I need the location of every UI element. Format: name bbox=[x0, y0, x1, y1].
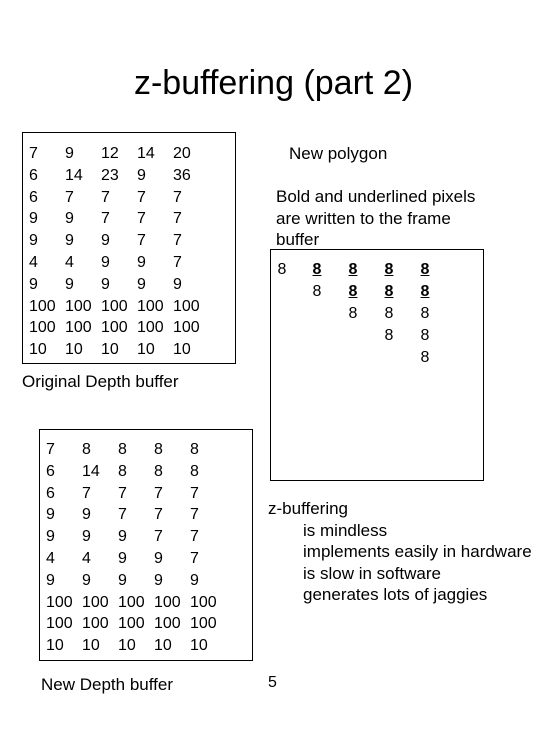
polygon-pixel: 8 bbox=[312, 283, 322, 300]
original_buffer-grid-cell: 9 bbox=[65, 232, 74, 250]
new_buffer-grid-cell: 8 bbox=[190, 462, 199, 480]
new_buffer-grid-cell: 4 bbox=[82, 549, 91, 567]
new_buffer-grid-cell: 10 bbox=[154, 637, 172, 655]
new_buffer-grid-cell: 8 bbox=[118, 462, 127, 480]
new_buffer-grid-cell: 100 bbox=[154, 593, 181, 611]
original_buffer-grid-cell: 100 bbox=[101, 319, 128, 337]
new_buffer-grid-row bbox=[46, 439, 226, 461]
original_buffer-grid-cell: 9 bbox=[65, 145, 74, 162]
new_buffer-grid-cell: 8 bbox=[190, 441, 199, 458]
original_buffer-grid-cell: 23 bbox=[101, 166, 119, 184]
polygon-pixel: 8 bbox=[420, 305, 430, 322]
original_buffer-grid-cell: 20 bbox=[173, 145, 191, 162]
new_buffer-grid-cell: 100 bbox=[46, 593, 73, 611]
original_buffer-grid-cell: 9 bbox=[65, 275, 74, 293]
original_buffer-grid-cell: 9 bbox=[173, 275, 182, 293]
original_buffer-grid-cell: 9 bbox=[101, 253, 110, 271]
original_buffer-grid-cell: 100 bbox=[101, 297, 128, 315]
original_buffer-grid-cell: 9 bbox=[65, 210, 74, 228]
polygon-pixel: 8 bbox=[277, 261, 287, 278]
original_buffer-grid-cell: 7 bbox=[173, 232, 182, 250]
new_buffer-grid-cell: 7 bbox=[154, 506, 163, 524]
original_buffer-grid-cell: 100 bbox=[173, 319, 200, 337]
original_buffer-grid-cell: 9 bbox=[29, 232, 38, 250]
new_buffer-grid-cell: 9 bbox=[46, 571, 55, 589]
new_buffer-grid-row bbox=[46, 613, 226, 635]
new_buffer-grid-cell: 8 bbox=[154, 441, 163, 458]
new_buffer-grid-cell: 7 bbox=[154, 528, 163, 546]
original_buffer-grid-cell: 100 bbox=[137, 319, 164, 337]
new_buffer-grid-cell: 8 bbox=[118, 441, 127, 458]
original-depth-buffer-grid bbox=[29, 143, 209, 361]
original_buffer-grid-cell: 9 bbox=[29, 210, 38, 228]
original_buffer-grid-cell: 12 bbox=[101, 145, 119, 162]
original_buffer-grid-row bbox=[29, 274, 209, 296]
new_buffer-grid-row bbox=[46, 592, 226, 614]
original_buffer-grid-cell: 7 bbox=[101, 210, 110, 228]
original_buffer-grid-row bbox=[29, 296, 209, 318]
original_buffer-grid-cell: 9 bbox=[137, 253, 146, 271]
new_buffer-grid-cell: 10 bbox=[190, 637, 208, 655]
new_buffer-grid-cell: 9 bbox=[82, 528, 91, 546]
new_buffer-grid-cell: 7 bbox=[190, 484, 199, 502]
new_buffer-grid-row bbox=[46, 635, 226, 657]
notes-item: implements easily in hardware bbox=[303, 542, 532, 561]
original_buffer-grid-cell: 7 bbox=[173, 253, 182, 271]
polygon-column bbox=[381, 259, 397, 347]
new_buffer-grid-cell: 9 bbox=[190, 571, 199, 589]
new_buffer-grid-cell: 7 bbox=[154, 484, 163, 502]
new_buffer-grid-cell: 14 bbox=[82, 462, 100, 480]
polygon-pixel: 8 bbox=[420, 349, 430, 366]
original_buffer-grid-row bbox=[29, 252, 209, 274]
bold-pixels-caption bbox=[276, 186, 475, 251]
original_buffer-grid-cell: 14 bbox=[65, 166, 83, 184]
original_buffer-grid-cell: 7 bbox=[137, 188, 146, 206]
written-pixel: 8 bbox=[420, 283, 430, 300]
written-pixel: 8 bbox=[384, 283, 394, 300]
new_buffer-grid-cell: 9 bbox=[46, 506, 55, 524]
new-depth-buffer-caption: New Depth buffer bbox=[41, 675, 173, 694]
original_buffer-grid-cell: 6 bbox=[29, 188, 38, 206]
new_buffer-grid-cell: 100 bbox=[190, 593, 217, 611]
new_buffer-grid-cell: 9 bbox=[118, 571, 127, 589]
original_buffer-grid-cell: 9 bbox=[137, 166, 146, 184]
new_buffer-grid-cell: 9 bbox=[118, 528, 127, 546]
new_buffer-grid-cell: 9 bbox=[82, 506, 91, 524]
original_buffer-grid-cell: 10 bbox=[173, 341, 191, 359]
new_buffer-grid-cell: 100 bbox=[118, 593, 145, 611]
new_buffer-grid-cell: 7 bbox=[190, 549, 199, 567]
polygon-column bbox=[345, 259, 361, 325]
new_buffer-grid-cell: 8 bbox=[82, 441, 91, 458]
original_buffer-grid-cell: 9 bbox=[29, 275, 38, 293]
original_buffer-grid-cell: 9 bbox=[101, 232, 110, 250]
original_buffer-grid-cell: 7 bbox=[65, 188, 74, 206]
written-pixel: 8 bbox=[312, 261, 322, 278]
original_buffer-grid-cell: 10 bbox=[137, 341, 155, 359]
new_buffer-grid-cell: 100 bbox=[154, 615, 181, 633]
new_buffer-grid-cell: 10 bbox=[46, 637, 64, 655]
new_buffer-grid-cell: 6 bbox=[46, 462, 55, 480]
new_buffer-grid-cell: 100 bbox=[82, 615, 109, 633]
new_buffer-grid-cell: 7 bbox=[46, 441, 55, 458]
new_buffer-grid-cell: 100 bbox=[82, 593, 109, 611]
original_buffer-grid-cell: 7 bbox=[173, 188, 182, 206]
original_buffer-grid-row bbox=[29, 187, 209, 209]
original_buffer-grid-row bbox=[29, 230, 209, 252]
new_buffer-grid-cell: 9 bbox=[46, 528, 55, 546]
new_buffer-grid-cell: 9 bbox=[154, 571, 163, 589]
new_buffer-grid-row bbox=[46, 504, 226, 526]
original_buffer-grid-cell: 7 bbox=[101, 188, 110, 206]
polygon-column bbox=[417, 259, 433, 369]
page-number: 5 bbox=[268, 674, 277, 691]
original_buffer-grid-row bbox=[29, 143, 209, 165]
new_buffer-grid-row bbox=[46, 548, 226, 570]
original_buffer-grid-cell: 9 bbox=[137, 275, 146, 293]
original_buffer-grid-cell: 4 bbox=[29, 253, 38, 271]
new_buffer-grid-cell: 7 bbox=[118, 484, 127, 502]
original-depth-buffer-caption: Original Depth buffer bbox=[22, 372, 179, 391]
original_buffer-grid-cell: 100 bbox=[137, 297, 164, 315]
original_buffer-grid-cell: 100 bbox=[29, 319, 56, 337]
new_buffer-grid-cell: 7 bbox=[190, 528, 199, 546]
new_buffer-grid-cell: 9 bbox=[82, 571, 91, 589]
new_buffer-grid-cell: 9 bbox=[118, 549, 127, 567]
new_buffer-grid-cell: 8 bbox=[154, 462, 163, 480]
written-pixel: 8 bbox=[348, 283, 358, 300]
polygon-pixel: 8 bbox=[348, 305, 358, 322]
new_buffer-grid-cell: 100 bbox=[118, 615, 145, 633]
new_buffer-grid-cell: 7 bbox=[190, 506, 199, 524]
new_buffer-grid-row bbox=[46, 570, 226, 592]
original_buffer-grid-row bbox=[29, 339, 209, 361]
original_buffer-grid-row bbox=[29, 317, 209, 339]
written-pixel: 8 bbox=[420, 261, 430, 278]
polygon-pixel: 8 bbox=[420, 327, 430, 344]
new_buffer-grid-cell: 6 bbox=[46, 484, 55, 502]
new_buffer-grid-cell: 10 bbox=[82, 637, 100, 655]
original_buffer-grid-cell: 100 bbox=[29, 297, 56, 315]
polygon-column bbox=[309, 259, 325, 303]
slide-title: z-buffering (part 2) bbox=[133, 64, 414, 102]
original_buffer-grid-cell: 100 bbox=[65, 319, 92, 337]
new-depth-buffer-grid bbox=[46, 439, 226, 657]
new-polygon-box bbox=[270, 249, 484, 481]
new_buffer-grid-row bbox=[46, 483, 226, 505]
original_buffer-grid-row bbox=[29, 208, 209, 230]
bold-pixels-caption-line: Bold and underlined pixels bbox=[276, 187, 476, 206]
original_buffer-grid-cell: 7 bbox=[137, 232, 146, 250]
new_buffer-grid-cell: 100 bbox=[190, 615, 217, 633]
polygon-pixel: 8 bbox=[384, 305, 394, 322]
new_buffer-grid-cell: 9 bbox=[154, 549, 163, 567]
original_buffer-grid-cell: 7 bbox=[173, 210, 182, 228]
notes-heading: z-buffering bbox=[268, 499, 349, 518]
z-buffering-notes bbox=[268, 498, 532, 606]
new_buffer-grid-row bbox=[46, 526, 226, 548]
new_buffer-grid-row bbox=[46, 461, 226, 483]
polygon-pixel: 8 bbox=[384, 327, 394, 344]
original_buffer-grid-cell: 14 bbox=[137, 145, 155, 162]
new-polygon-label: New polygon bbox=[289, 144, 388, 163]
original_buffer-grid-cell: 100 bbox=[65, 297, 92, 315]
new_buffer-grid-cell: 100 bbox=[46, 615, 73, 633]
new_buffer-grid-cell: 7 bbox=[82, 484, 91, 502]
written-pixel: 8 bbox=[348, 261, 358, 278]
original_buffer-grid-cell: 4 bbox=[65, 253, 74, 271]
new_buffer-grid-cell: 10 bbox=[118, 637, 136, 655]
original_buffer-grid-row bbox=[29, 165, 209, 187]
original_buffer-grid-cell: 7 bbox=[29, 145, 38, 162]
notes-item: is slow in software bbox=[303, 563, 441, 583]
original_buffer-grid-cell: 10 bbox=[29, 341, 47, 359]
original_buffer-grid-cell: 7 bbox=[137, 210, 146, 228]
original_buffer-grid-cell: 10 bbox=[101, 341, 119, 359]
polygon-column bbox=[274, 259, 290, 281]
original_buffer-grid-cell: 100 bbox=[173, 297, 200, 315]
bold-pixels-caption-line: are written to the frame bbox=[276, 208, 451, 228]
written-pixel: 8 bbox=[384, 261, 394, 278]
new_buffer-grid-cell: 7 bbox=[118, 506, 127, 524]
original_buffer-grid-cell: 9 bbox=[101, 275, 110, 293]
original_buffer-grid-cell: 10 bbox=[65, 341, 83, 359]
notes-item: generates lots of jaggies bbox=[303, 585, 488, 604]
original_buffer-grid-cell: 36 bbox=[173, 166, 191, 184]
original_buffer-grid-cell: 6 bbox=[29, 166, 38, 184]
bold-pixels-caption-line: buffer bbox=[276, 230, 320, 249]
new_buffer-grid-cell: 4 bbox=[46, 549, 55, 567]
notes-item: is mindless bbox=[303, 520, 388, 540]
